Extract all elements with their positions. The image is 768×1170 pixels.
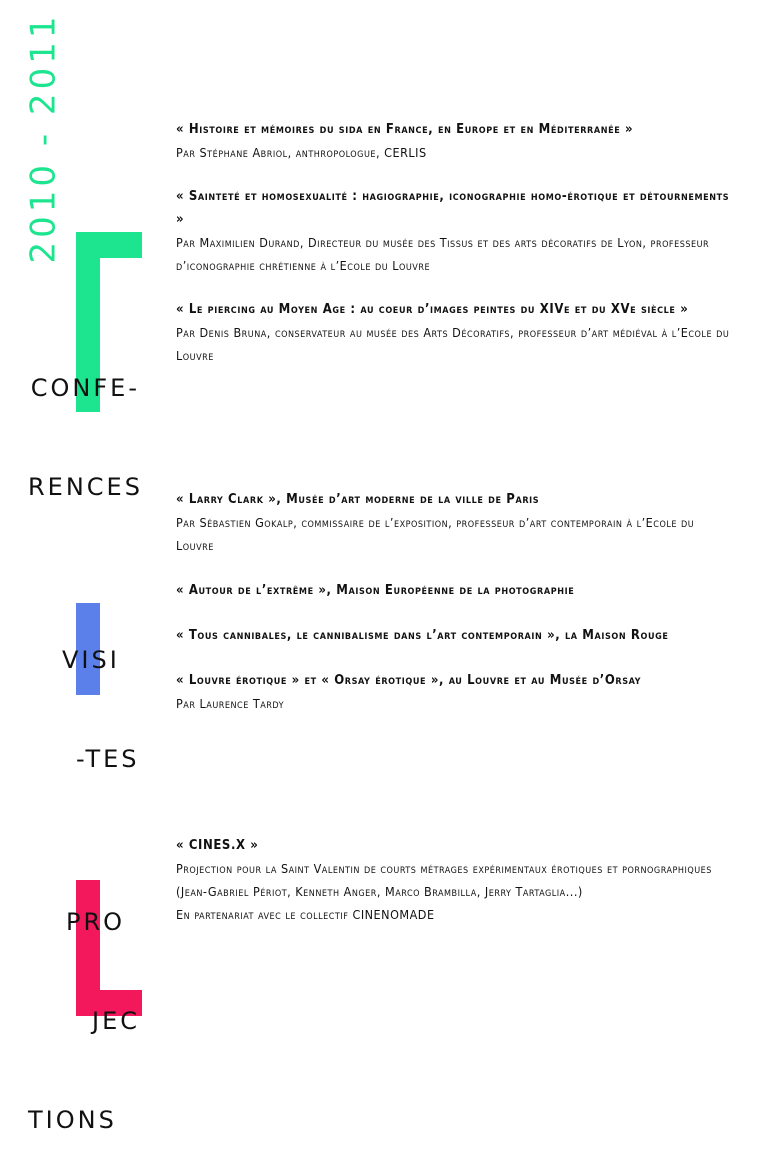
conference-item xyxy=(176,118,736,164)
projection-title: « CINES.X » xyxy=(176,838,259,853)
projection-item xyxy=(176,834,736,926)
projections-label xyxy=(28,840,140,1170)
visite-title: « Tous cannibales, le cannibalisme dans l’art contemporain », la Maison Rouge xyxy=(176,628,669,643)
year-title xyxy=(8,12,78,264)
visite-item xyxy=(176,579,736,602)
visite-title: « Larry Clark », Musée d’art moderne de la ville de Paris xyxy=(176,492,540,507)
visites-list xyxy=(176,488,736,715)
conference-speaker: Par Denis Bruna, conservateur au musée des Arts Décoratifs, professeur d’art médiéval à l’Ecole du Louvre xyxy=(176,325,730,363)
projection-partner: En partenariat avec le collectif CINENOMADE xyxy=(176,907,435,922)
conference-title: « Histoire et mémoires du sida en France, en Europe et en Méditerranée » xyxy=(176,122,634,137)
conference-item xyxy=(176,185,736,277)
conferences-label-line-1: CONFE- xyxy=(30,374,140,402)
visites-label-line-1: VISI xyxy=(62,646,120,674)
visite-title: « Autour de l’extrême », Maison Européenne de la photographie xyxy=(176,583,575,598)
conferences-label-line-2: RENCES xyxy=(28,473,143,501)
projections-label-line-2: JEC xyxy=(92,1007,140,1035)
projections-label-line-1: PRO xyxy=(66,908,126,936)
visites-label-line-2: -TES xyxy=(76,745,140,773)
conferences-accent-horizontal xyxy=(76,232,142,258)
projections-label-line-3: TIONS xyxy=(28,1106,117,1134)
conference-title: « Le piercing au Moyen Age : au coeur d’images peintes du XIVe et du XVe siècle » xyxy=(176,302,689,317)
conferences-label xyxy=(28,306,143,537)
conferences-list xyxy=(176,118,736,367)
visite-title: « Louvre érotique » et « Orsay érotique », au Louvre et au Musée d’Orsay xyxy=(176,673,642,688)
visite-item xyxy=(176,624,736,647)
conference-item xyxy=(176,298,736,367)
projections-list xyxy=(176,834,736,926)
visite-guide: Par Sébastien Gokalp, commissaire de l’exposition, professeur d’art contemporain à l’Ecole du Louvre xyxy=(176,515,695,553)
conference-speaker: Par Maximilien Durand, Directeur du musée des Tissus et des arts décoratifs de Lyon, professeur d’iconographie chrétienne à l’Ecole du Louvre xyxy=(176,235,710,273)
year-text: 2010 - 2011 xyxy=(23,12,64,264)
visite-guide: Par Laurence Tardy xyxy=(176,696,285,711)
conference-speaker: Par Stéphane Abriol, anthropologue, CERLIS xyxy=(176,145,427,160)
conference-title: « Sainteté et homosexualité : hagiographie, iconographie homo-érotique et détournements » xyxy=(176,189,730,227)
visite-item xyxy=(176,488,736,557)
projection-description: Projection pour la Saint Valentin de courts métrages expérimentaux érotiques et pornographiques (Jean-Gabriel Périot, Kenneth Anger, Marco Brambilla, Jerry Tartaglia...) xyxy=(176,861,712,899)
visites-label xyxy=(62,578,140,809)
visite-item xyxy=(176,669,736,715)
